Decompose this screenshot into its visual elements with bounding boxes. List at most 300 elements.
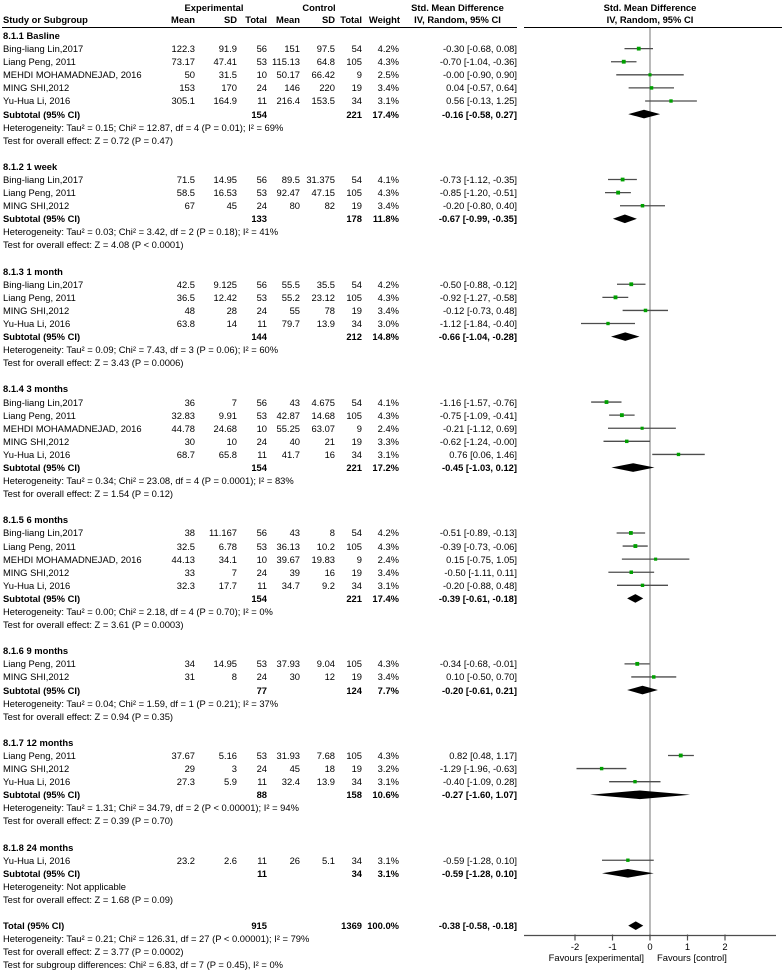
total-control: 34 xyxy=(351,448,362,460)
study-name: Liang Peng, 2011 xyxy=(3,409,76,421)
sd-experimental: 14 xyxy=(226,317,237,329)
total-control: 212 xyxy=(346,331,362,343)
total-control: 158 xyxy=(346,789,362,801)
study-name: MING SHI,2012 xyxy=(3,304,70,316)
mean-experimental: 36.5 xyxy=(176,291,195,303)
mean-experimental: 27.3 xyxy=(176,776,195,788)
mean-experimental: 23.2 xyxy=(176,854,195,866)
study-row xyxy=(0,55,784,68)
study-row xyxy=(0,173,784,186)
stats-text-row xyxy=(0,880,784,893)
study-name: Bing-liang Lin,2017 xyxy=(3,527,84,539)
favours-control-label: Favours [control] xyxy=(657,952,727,963)
subgroup-label: 8.1.3 1 month xyxy=(3,265,63,277)
study-name: MING SHI,2012 xyxy=(3,82,70,94)
study-row xyxy=(0,42,784,55)
total-control: 34 xyxy=(351,95,362,107)
stats-text: Test for overall effect: Z = 3.77 (P = 0.0002) xyxy=(3,946,184,958)
smd-ci-value: -0.40 [-1.09, 0.28] xyxy=(442,776,517,788)
stats-text-row xyxy=(0,134,784,147)
study-row xyxy=(0,68,784,81)
weight: 3.2% xyxy=(377,763,399,775)
weight: 2.5% xyxy=(377,69,399,81)
weight: 3.3% xyxy=(377,435,399,447)
weight: 3.1% xyxy=(377,776,399,788)
stats-text: Heterogeneity: Tau² = 0.34; Chi² = 23.08, df = 4 (P = 0.0001); I² = 83% xyxy=(3,475,294,487)
mean-experimental: 32.5 xyxy=(176,540,195,552)
stats-text: Test for overall effect: Z = 0.39 (P = 0.70) xyxy=(3,815,174,827)
subgroup-header-row xyxy=(0,841,784,854)
sd-control: 64.8 xyxy=(316,56,335,68)
sd-experimental: 164.9 xyxy=(213,95,237,107)
study-row xyxy=(0,579,784,592)
mean-experimental: 63.8 xyxy=(176,317,195,329)
mean-control: 55.2 xyxy=(281,291,300,303)
mean-experimental: 73.17 xyxy=(171,56,195,68)
study-name: Liang Peng, 2011 xyxy=(3,291,76,303)
mean-control: 36.13 xyxy=(276,540,300,552)
sd-experimental: 5.9 xyxy=(223,776,237,788)
total-control: 105 xyxy=(346,749,362,761)
smd-ci-value: -0.20 [-0.80, 0.40] xyxy=(442,200,517,212)
total-control: 105 xyxy=(346,56,362,68)
study-name: MING SHI,2012 xyxy=(3,763,70,775)
study-name: Liang Peng, 2011 xyxy=(3,749,76,761)
sd-control: 31.375 xyxy=(306,173,335,185)
subtotal-label: Subtotal (95% CI) xyxy=(3,331,81,343)
sd-experimental: 17.7 xyxy=(218,579,237,591)
stats-text-row xyxy=(0,801,784,814)
total-experimental: 56 xyxy=(256,396,267,408)
subtotal-label: Subtotal (95% CI) xyxy=(3,867,81,879)
sd-experimental: 5.16 xyxy=(218,749,237,761)
study-row xyxy=(0,526,784,539)
smd-ci-value: -0.16 [-0.58, 0.27] xyxy=(441,108,517,120)
mean-control: 79.7 xyxy=(281,317,300,329)
sd-experimental: 8 xyxy=(231,671,237,683)
smd-ci-value: -0.38 [-0.58, -0.18] xyxy=(438,920,517,932)
study-row xyxy=(0,540,784,553)
study-row xyxy=(0,553,784,566)
total-control: 19 xyxy=(351,671,362,683)
weight: 14.8% xyxy=(372,331,399,343)
total-experimental: 24 xyxy=(256,763,267,775)
mean-control: 55.25 xyxy=(276,422,300,434)
stats-text: Test for overall effect: Z = 4.08 (P < 0.0001) xyxy=(3,239,184,251)
total-experimental: 24 xyxy=(256,82,267,94)
weight: 4.1% xyxy=(377,396,399,408)
total-experimental: 11 xyxy=(257,867,267,879)
total-control: 54 xyxy=(351,396,362,408)
mean-experimental: 71.5 xyxy=(176,173,195,185)
sd-control: 35.5 xyxy=(316,278,335,290)
weight: 4.3% xyxy=(377,749,399,761)
subgroup-label: 8.1.5 6 months xyxy=(3,514,69,526)
mean-experimental: 31 xyxy=(184,671,195,683)
sd-control: 47.15 xyxy=(311,187,335,199)
study-row xyxy=(0,762,784,775)
weight: 100.0% xyxy=(367,920,399,932)
smd-column-title: Std. Mean Difference xyxy=(411,2,504,13)
mean-control: 30 xyxy=(289,671,300,683)
total-control: 124 xyxy=(346,684,362,696)
study-row xyxy=(0,566,784,579)
total-experimental: 24 xyxy=(256,200,267,212)
study-name: MING SHI,2012 xyxy=(3,200,70,212)
stats-text-row xyxy=(0,487,784,500)
sd-control: 7.68 xyxy=(316,749,335,761)
total-control: 1369 xyxy=(341,920,362,932)
smd-ci-value: -0.73 [-1.12, -0.35] xyxy=(439,173,517,185)
sd-experimental: 7 xyxy=(231,396,237,408)
sd-control: 10.2 xyxy=(316,540,335,552)
total-experimental: 133 xyxy=(251,213,267,225)
study-row xyxy=(0,304,784,317)
total-control: 221 xyxy=(346,108,362,120)
mean-experimental: 153 xyxy=(179,82,195,94)
stats-text-row xyxy=(0,225,784,238)
smd-ci-value: -0.92 [-1.27, -0.58] xyxy=(439,291,517,303)
sd-control: 4.675 xyxy=(311,396,335,408)
total-experimental: 53 xyxy=(256,540,267,552)
study-name: MING SHI,2012 xyxy=(3,566,70,578)
header-rule-left xyxy=(2,27,517,28)
smd-ci-value: -0.75 [-1.09, -0.41] xyxy=(439,409,517,421)
study-row xyxy=(0,278,784,291)
subgroup-label: 8.1.6 9 months xyxy=(3,645,69,657)
stats-text-row xyxy=(0,121,784,134)
study-row xyxy=(0,409,784,422)
stats-text: Test for overall effect: Z = 0.94 (P = 0.35) xyxy=(3,710,174,722)
sd-experimental: 170 xyxy=(221,82,237,94)
total-experimental: 56 xyxy=(256,527,267,539)
smd-ci-value: -0.50 [-0.88, -0.12] xyxy=(439,278,517,290)
total-control: 34 xyxy=(351,854,362,866)
sd-control: 13.9 xyxy=(316,317,335,329)
subtotal-row xyxy=(0,330,784,343)
study-row xyxy=(0,670,784,683)
total-experimental: 154 xyxy=(251,592,267,604)
smd-ci-value: -0.39 [-0.73, -0.06] xyxy=(439,540,517,552)
study-row xyxy=(0,435,784,448)
study-name: MEHDI MOHAMADNEJAD, 2016 xyxy=(3,422,142,434)
total-experimental: 10 xyxy=(256,69,267,81)
stats-text-row xyxy=(0,814,784,827)
mean-experimental: 48 xyxy=(184,304,195,316)
total-control: 34 xyxy=(351,317,362,329)
sd-control: 16 xyxy=(324,566,335,578)
study-row xyxy=(0,448,784,461)
sd-control: 21 xyxy=(324,435,335,447)
sd-experimental: 31.5 xyxy=(218,69,237,81)
mean-control: 42.87 xyxy=(276,409,300,421)
study-name: Yu-Hua Li, 2016 xyxy=(3,317,71,329)
mean-control: 45 xyxy=(289,763,300,775)
column-group-control: Control xyxy=(302,2,336,13)
study-name: Bing-liang Lin,2017 xyxy=(3,278,84,290)
subtotal-row xyxy=(0,592,784,605)
mean-experimental: 34 xyxy=(184,658,195,670)
study-row xyxy=(0,749,784,762)
study-row xyxy=(0,854,784,867)
study-name: Yu-Hua Li, 2016 xyxy=(3,776,71,788)
weight: 3.1% xyxy=(377,579,399,591)
weight: 3.0% xyxy=(377,317,399,329)
total-control: 105 xyxy=(346,540,362,552)
total-experimental: 11 xyxy=(257,579,267,591)
weight: 3.1% xyxy=(377,867,399,879)
mean-experimental: 38 xyxy=(184,527,195,539)
subtotal-label: Subtotal (95% CI) xyxy=(3,789,81,801)
mean-control: 55.5 xyxy=(281,278,300,290)
sd-control: 23.12 xyxy=(311,291,335,303)
sd-experimental: 12.42 xyxy=(213,291,237,303)
mean-experimental: 32.3 xyxy=(176,579,195,591)
weight: 3.1% xyxy=(377,854,399,866)
stats-text-row xyxy=(0,697,784,710)
study-name: Liang Peng, 2011 xyxy=(3,540,76,552)
weight: 2.4% xyxy=(377,422,399,434)
mean-experimental: 58.5 xyxy=(176,187,195,199)
subtotal-label: Subtotal (95% CI) xyxy=(3,592,81,604)
total-experimental: 53 xyxy=(256,658,267,670)
stats-text: Test for overall effect: Z = 3.43 (P = 0.0006) xyxy=(3,357,184,369)
total-control: 9 xyxy=(356,69,362,81)
study-name: Yu-Hua Li, 2016 xyxy=(3,854,71,866)
stats-text-row xyxy=(0,710,784,723)
total-experimental: 11 xyxy=(257,317,267,329)
mean-control: 115.13 xyxy=(272,56,300,68)
total-control: 19 xyxy=(351,435,362,447)
total-label: Total (95% CI) xyxy=(3,920,65,932)
sd-control: 9.04 xyxy=(316,658,335,670)
study-row xyxy=(0,199,784,212)
smd-ci-value: 0.82 [0.48, 1.17] xyxy=(449,749,517,761)
subtotal-row xyxy=(0,788,784,801)
smd-ci-value: -0.12 [-0.73, 0.48] xyxy=(442,304,517,316)
subgroup-label: 8.1.1 Basline xyxy=(3,30,60,41)
sd-control: 9.2 xyxy=(321,579,335,591)
total-control: 9 xyxy=(356,422,362,434)
column-mean-ctrl: Mean xyxy=(276,14,300,25)
stats-text-row xyxy=(0,238,784,251)
study-row xyxy=(0,657,784,670)
stats-text: Heterogeneity: Tau² = 1.31; Chi² = 34.79, df = 2 (P < 0.00001); I² = 94% xyxy=(3,802,299,814)
sd-experimental: 3 xyxy=(231,763,237,775)
mean-control: 92.47 xyxy=(276,187,300,199)
sd-control: 82 xyxy=(324,200,335,212)
sd-control: 14.68 xyxy=(311,409,335,421)
total-control: 34 xyxy=(351,776,362,788)
sd-experimental: 14.95 xyxy=(213,173,237,185)
mean-experimental: 305.1 xyxy=(171,95,195,107)
study-row xyxy=(0,317,784,330)
stats-text-row xyxy=(0,356,784,369)
subgroup-header-row xyxy=(0,736,784,749)
axis-tick-label: 1 xyxy=(684,941,691,952)
study-name: MEHDI MOHAMADNEJAD, 2016 xyxy=(3,553,142,565)
column-sd-ctrl: SD xyxy=(321,14,335,25)
total-experimental: 11 xyxy=(257,448,267,460)
total-control: 54 xyxy=(351,527,362,539)
study-row xyxy=(0,396,784,409)
total-experimental: 10 xyxy=(256,553,267,565)
axis-tick-label: -2 xyxy=(570,941,580,952)
stats-text: Heterogeneity: Tau² = 0.03; Chi² = 3.42, df = 2 (P = 0.18); I² = 41% xyxy=(3,226,279,238)
study-row xyxy=(0,775,784,788)
total-control: 105 xyxy=(346,291,362,303)
sd-control: 220 xyxy=(319,82,335,94)
mean-experimental: 67 xyxy=(184,200,195,212)
weight: 17.2% xyxy=(372,461,399,473)
column-group-experimental: Experimental xyxy=(184,2,244,13)
mean-experimental: 36 xyxy=(184,396,195,408)
smd-ci-value: -0.39 [-0.61, -0.18] xyxy=(438,592,517,604)
subtotal-label: Subtotal (95% CI) xyxy=(3,213,81,225)
smd-ci-value: -0.21 [-1.12, 0.69] xyxy=(442,422,517,434)
sd-control: 63.07 xyxy=(311,422,335,434)
mean-control: 41.7 xyxy=(281,448,300,460)
total-experimental: 56 xyxy=(256,278,267,290)
smd-ci-value: -0.20 [-0.61, 0.21] xyxy=(441,684,517,696)
sd-experimental: 47.41 xyxy=(213,56,237,68)
mean-control: 26 xyxy=(289,854,300,866)
study-row xyxy=(0,94,784,107)
sd-experimental: 7 xyxy=(231,566,237,578)
total-control: 34 xyxy=(351,867,362,879)
total-experimental: 53 xyxy=(256,409,267,421)
total-control: 19 xyxy=(351,82,362,94)
sd-experimental: 2.6 xyxy=(223,854,237,866)
favours-experimental-label: Favours [experimental] xyxy=(548,952,644,963)
smd-ci-value: -0.67 [-0.99, -0.35] xyxy=(438,213,517,225)
total-control: 19 xyxy=(351,200,362,212)
total-experimental: 53 xyxy=(256,749,267,761)
mean-experimental: 33 xyxy=(184,566,195,578)
subgroup-header-row xyxy=(0,160,784,173)
subgroup-header-row xyxy=(0,513,784,526)
study-row xyxy=(0,81,784,94)
mean-control: 151 xyxy=(284,43,300,55)
subtotal-row xyxy=(0,684,784,697)
sd-experimental: 14.95 xyxy=(213,658,237,670)
total-control: 105 xyxy=(346,409,362,421)
smd-ci-value: -0.27 [-1.60, 1.07] xyxy=(441,789,517,801)
mean-control: 80 xyxy=(289,200,300,212)
weight: 4.1% xyxy=(377,173,399,185)
subgroup-header-row xyxy=(0,265,784,278)
total-control: 178 xyxy=(346,213,362,225)
mean-control: 146 xyxy=(284,82,300,94)
mean-control: 31.93 xyxy=(276,749,300,761)
total-experimental: 24 xyxy=(256,671,267,683)
axis-tick-label: 0 xyxy=(647,941,653,952)
subgroup-header-row xyxy=(0,29,784,42)
weight: 3.4% xyxy=(377,671,399,683)
plot-column-title: Std. Mean Difference xyxy=(603,2,697,13)
smd-ci-value: -1.29 [-1.96, -0.63] xyxy=(439,763,517,775)
stats-text-row xyxy=(0,605,784,618)
total-control: 54 xyxy=(351,278,362,290)
sd-experimental: 34.1 xyxy=(218,553,237,565)
weight: 3.4% xyxy=(377,200,399,212)
weight: 4.3% xyxy=(377,409,399,421)
smd-ci-value: -0.45 [-1.03, 0.12] xyxy=(441,461,517,473)
total-experimental: 53 xyxy=(256,56,267,68)
total-control: 34 xyxy=(351,579,362,591)
weight: 11.8% xyxy=(372,213,399,225)
weight: 4.3% xyxy=(377,56,399,68)
smd-ci-value: -0.34 [-0.68, -0.01] xyxy=(439,658,517,670)
total-control: 221 xyxy=(346,461,362,473)
total-experimental: 77 xyxy=(256,684,267,696)
mean-control: 89.5 xyxy=(281,173,300,185)
mean-experimental: 50 xyxy=(184,69,195,81)
mean-control: 55 xyxy=(289,304,300,316)
mean-control: 32.4 xyxy=(281,776,300,788)
total-experimental: 53 xyxy=(256,187,267,199)
sd-experimental: 45 xyxy=(226,200,237,212)
mean-control: 39 xyxy=(289,566,300,578)
column-total-exp: Total xyxy=(245,14,267,25)
weight: 7.7% xyxy=(377,684,399,696)
weight: 4.3% xyxy=(377,658,399,670)
weight: 4.2% xyxy=(377,278,399,290)
total-control: 105 xyxy=(346,658,362,670)
subgroup-label: 8.1.8 24 months xyxy=(3,841,74,853)
mean-experimental: 32.83 xyxy=(171,409,195,421)
smd-ci-value: -0.00 [-0.90, 0.90] xyxy=(442,69,517,81)
study-row xyxy=(0,291,784,304)
smd-ci-value: -0.50 [-1.11, 0.11] xyxy=(444,566,517,578)
mean-control: 43 xyxy=(289,527,300,539)
subgroup-label: 8.1.4 3 months xyxy=(3,383,69,395)
mean-control: 43 xyxy=(289,396,300,408)
subtotal-row xyxy=(0,461,784,474)
study-name: Yu-Hua Li, 2016 xyxy=(3,448,71,460)
sd-control: 19.83 xyxy=(311,553,335,565)
stats-text: Test for overall effect: Z = 1.68 (P = 0.09) xyxy=(3,893,174,905)
weight: 3.4% xyxy=(377,566,399,578)
subtotal-label: Subtotal (95% CI) xyxy=(3,684,81,696)
smd-ci-value: -0.20 [-0.88, 0.48] xyxy=(442,579,517,591)
column-weight: Weight xyxy=(368,14,400,25)
smd-ci-value: -0.59 [-1.28, 0.10] xyxy=(441,867,517,879)
sd-experimental: 9.91 xyxy=(218,409,237,421)
subtotal-label: Subtotal (95% CI) xyxy=(3,461,81,473)
weight: 4.3% xyxy=(377,187,399,199)
total-control: 9 xyxy=(356,553,362,565)
mean-experimental: 29 xyxy=(184,763,195,775)
subtotal-label: Subtotal (95% CI) xyxy=(3,108,81,120)
weight: 17.4% xyxy=(372,108,399,120)
mean-control: 37.93 xyxy=(276,658,300,670)
total-experimental: 154 xyxy=(251,461,267,473)
subgroup-label: 8.1.7 12 months xyxy=(3,736,74,748)
total-experimental: 11 xyxy=(257,776,267,788)
stats-text: Heterogeneity: Tau² = 0.00; Chi² = 2.18, df = 4 (P = 0.70); I² = 0% xyxy=(3,605,273,617)
stats-text-row xyxy=(0,893,784,906)
total-experimental: 154 xyxy=(251,108,267,120)
sd-control: 66.42 xyxy=(311,69,335,81)
total-experimental: 56 xyxy=(256,43,267,55)
study-row xyxy=(0,422,784,435)
subgroup-label: 8.1.2 1 week xyxy=(3,160,58,172)
sd-control: 5.1 xyxy=(321,854,335,866)
total-control: 19 xyxy=(351,304,362,316)
header-rule-right xyxy=(524,27,782,28)
total-control: 19 xyxy=(351,763,362,775)
